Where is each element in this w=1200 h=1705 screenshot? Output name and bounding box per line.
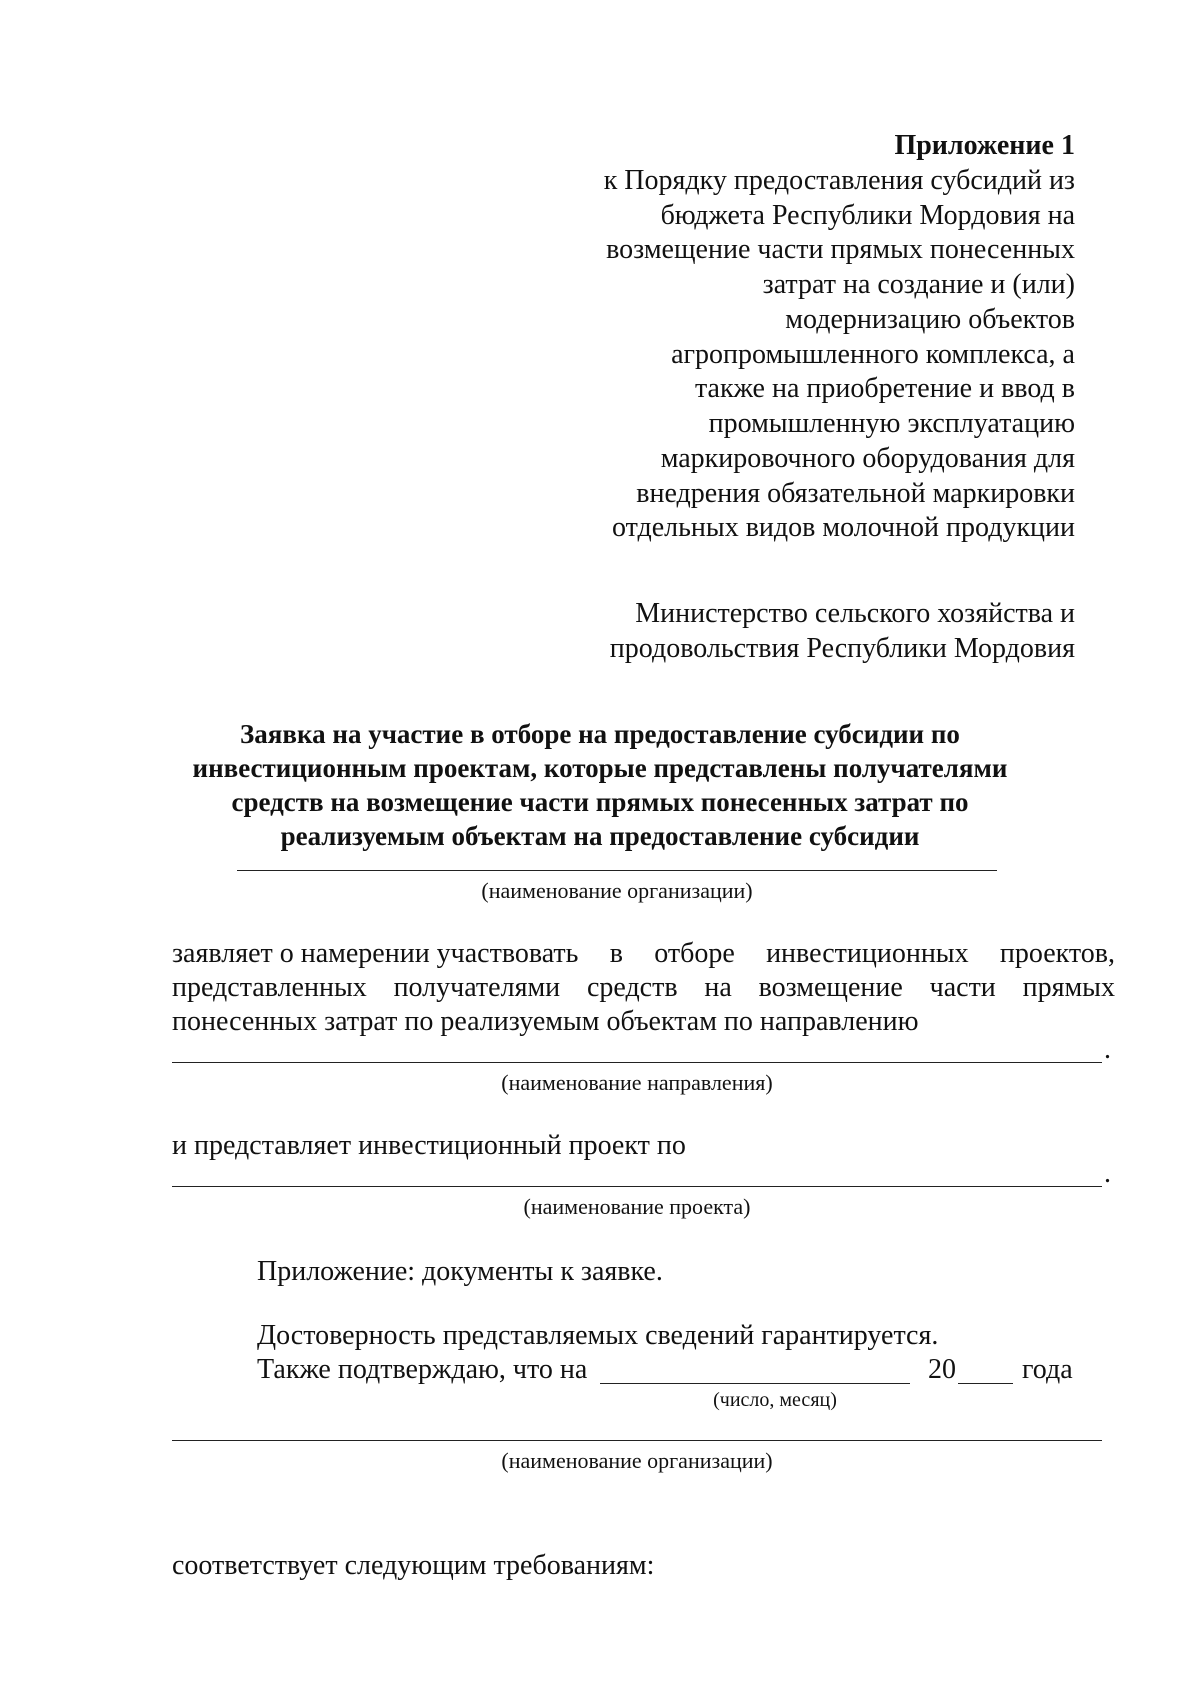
paragraph-line	[172, 938, 1115, 970]
period: .	[1104, 1034, 1111, 1065]
date-field-line[interactable]	[600, 1383, 910, 1384]
direction-caption: (наименование направления)	[501, 1070, 773, 1095]
heading-line: инвестиционным проектам, которые представлены получателями	[192, 753, 1008, 783]
appendix-line: модернизацию объектов	[785, 304, 1075, 335]
paragraph-line: и представляет инвестиционный проект по	[172, 1130, 686, 1161]
date-caption: (число, месяц)	[713, 1389, 837, 1411]
appendix-line: внедрения обязательной маркировки	[636, 478, 1075, 509]
word: части	[929, 972, 996, 1003]
year-field-line[interactable]	[958, 1383, 1013, 1384]
attachment-text: Приложение: документы к заявке.	[257, 1256, 663, 1287]
heading-line: реализуемым объектам на предоставление субсидии	[280, 821, 920, 851]
org-name-caption-2: (наименование организации)	[501, 1448, 773, 1473]
word: возмещение	[758, 972, 903, 1003]
direction-field-line[interactable]	[172, 1062, 1102, 1063]
paragraph-line: понесенных затрат по реализуемым объектам по направлению	[172, 1006, 919, 1037]
requirements-text: соответствует следующим требованиям:	[172, 1550, 655, 1581]
word: инвестиционных	[766, 938, 969, 969]
paragraph-line	[172, 972, 1115, 1004]
year-suffix: года	[1022, 1354, 1073, 1385]
word: в	[609, 938, 623, 969]
word: средств	[586, 972, 678, 1003]
appendix-line: отдельных видов молочной продукции	[611, 512, 1075, 543]
appendix-line: промышленную эксплуатацию	[708, 408, 1075, 439]
appendix-line: бюджета Республики Мордовия на	[660, 200, 1075, 231]
appendix-line: агропромышленного комплекса, а	[671, 339, 1075, 370]
appendix-line: также на приобретение и ввод в	[694, 373, 1075, 404]
appendix-line: к Порядку предоставления субсидий из	[603, 165, 1075, 196]
addressee-line: продовольствия Республики Мордовия	[609, 633, 1075, 664]
word: на	[704, 972, 732, 1003]
heading-line: средств на возмещение части прямых понесенных затрат по	[231, 787, 969, 817]
word: отборе	[654, 938, 735, 969]
word: проектов,	[999, 938, 1115, 969]
word: получателями	[393, 972, 561, 1003]
appendix-line: затрат на создание и (или)	[762, 269, 1075, 300]
year-prefix: 20	[928, 1354, 956, 1385]
org-name-field-line-2[interactable]	[172, 1440, 1102, 1441]
confirm-prefix: Также подтверждаю, что на	[257, 1354, 588, 1385]
appendix-title: Приложение 1	[894, 130, 1075, 161]
guarantee-text: Достоверность представляемых сведений гарантируется.	[257, 1320, 939, 1351]
word: представленных	[172, 972, 367, 1003]
project-caption: (наименование проекта)	[523, 1194, 751, 1219]
project-field-line[interactable]	[172, 1186, 1102, 1187]
heading-line: Заявка на участие в отборе на предоставление субсидии по	[240, 719, 960, 749]
appendix-line: возмещение части прямых понесенных	[606, 234, 1075, 265]
addressee-line: Министерство сельского хозяйства и	[635, 598, 1075, 629]
period: .	[1104, 1158, 1111, 1189]
org-name-caption: (наименование организации)	[481, 878, 753, 903]
word: заявляет о намерении участвовать	[172, 938, 579, 969]
word: прямых	[1022, 972, 1115, 1003]
appendix-line: маркировочного оборудования для	[660, 443, 1075, 474]
org-name-field-line[interactable]	[237, 870, 997, 871]
